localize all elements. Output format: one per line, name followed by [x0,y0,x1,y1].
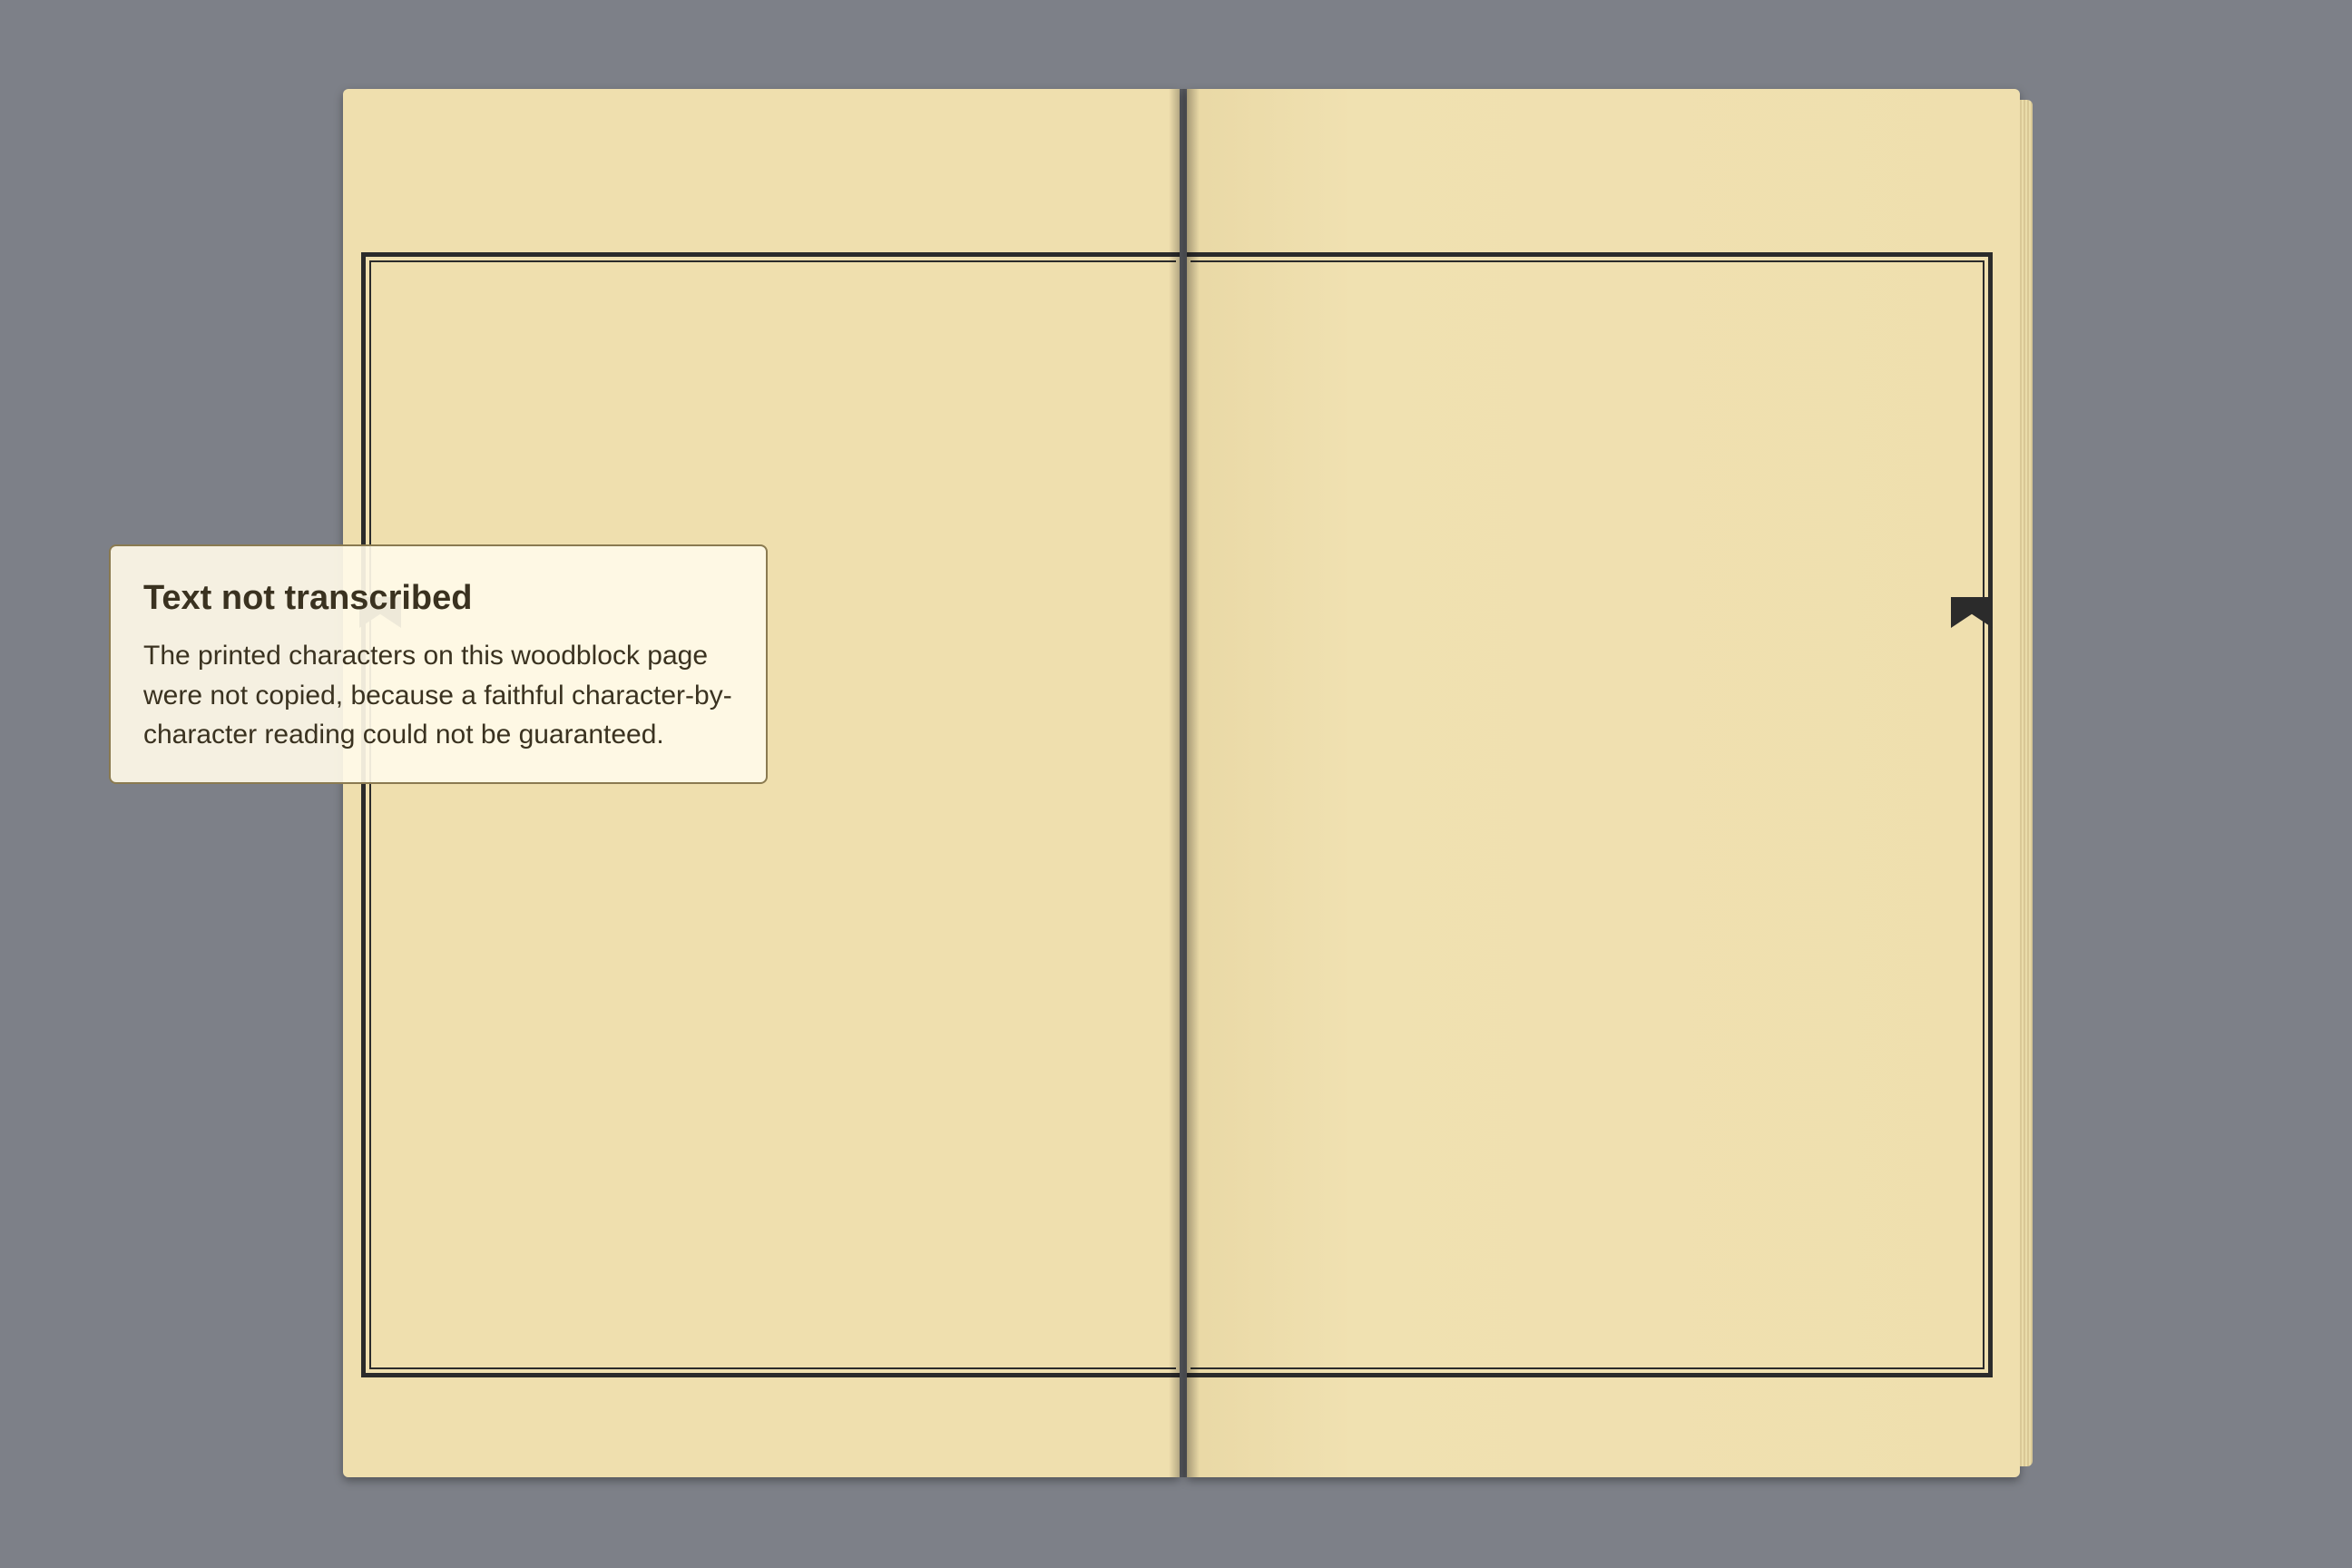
notice-body: The printed characters on this woodblock page were not copied, because a faithful character-by-character reading could not be guaranteed. [143,641,732,750]
left-page-border [361,252,1180,1377]
spine-gutter [1169,89,1200,1477]
notice-title: Text not transcribed [143,579,473,617]
page-stack-edge [2020,100,2033,1466]
right-page-border [1187,252,1993,1377]
right-page [1187,89,2020,1477]
transcription-notice [109,544,768,784]
